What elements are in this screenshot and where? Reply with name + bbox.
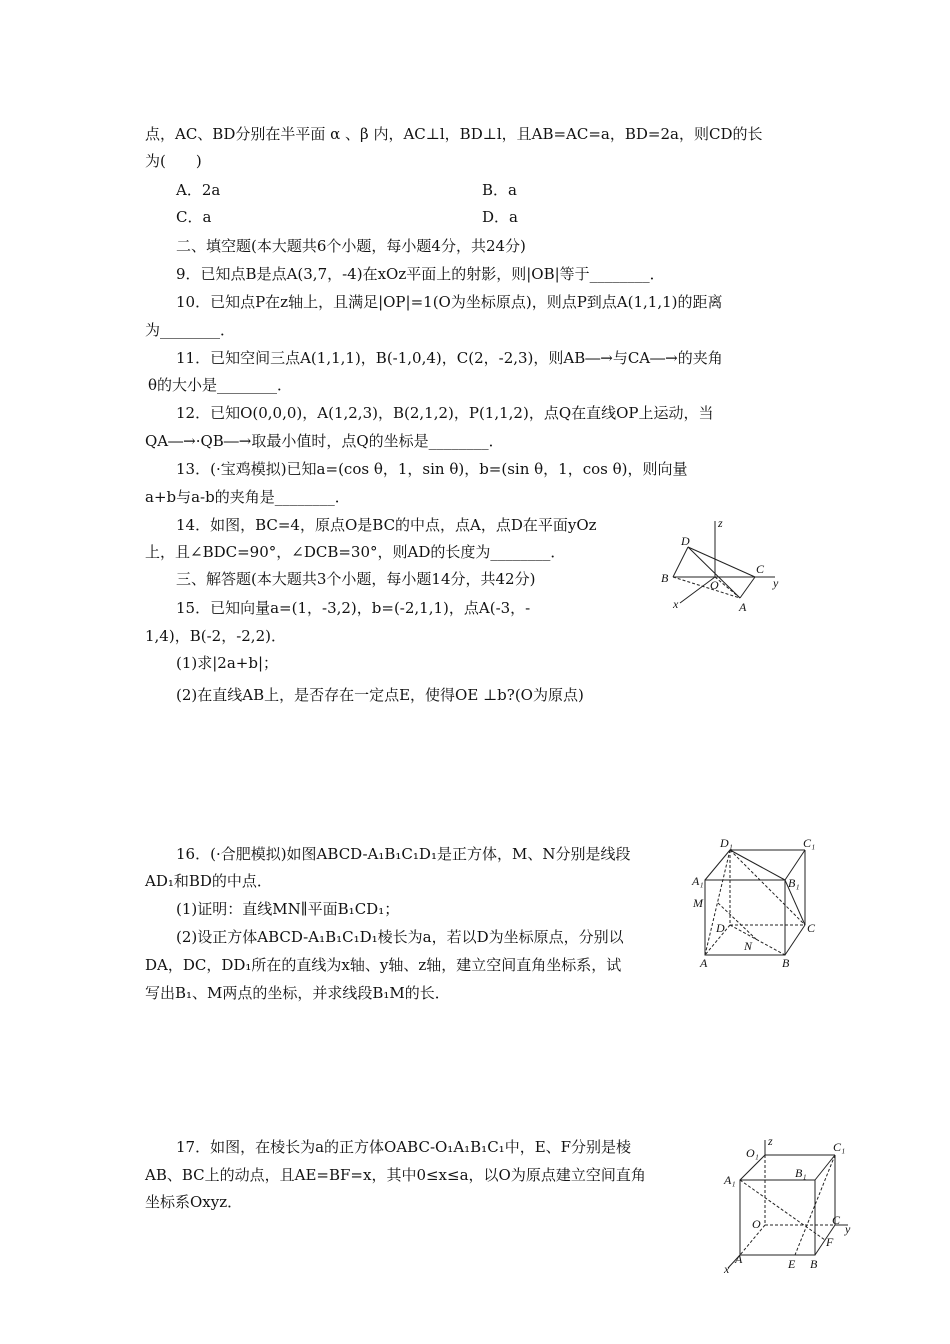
label-c: C [832, 1213, 841, 1227]
label-a: A [700, 956, 708, 970]
label-b1: B₁ [795, 1166, 807, 1180]
q8-option-b: B．a [482, 181, 517, 199]
label-m: M [693, 896, 703, 910]
q17-line3: 坐标系Oxyz． [145, 1193, 243, 1211]
q8-option-d: D．a [482, 208, 518, 226]
q16-part2-line3: 写出B₁、M两点的坐标，并求线段B₁M的长． [145, 984, 450, 1002]
q10-line2: 为________． [145, 321, 236, 339]
label-e: E [788, 1257, 796, 1271]
label-z: z [718, 516, 723, 530]
q15-line1: 15．已知向量a=(1，-3,2)，b=(-2,1,1)，点A(-3，- [176, 599, 531, 617]
label-z: z [768, 1135, 773, 1148]
q8-line1: 点，AC、BD分别在半平面 α 、β 内，AC⊥l，BD⊥l，且AB=AC=a，BD=2a，则CD的长 [145, 125, 763, 143]
label-d: D [681, 534, 690, 548]
segment-dc [688, 547, 755, 577]
q15-part2: (2)在直线AB上，是否存在一定点E，使得OE ⊥b?(O为原点) [176, 686, 584, 704]
label-f: F [826, 1235, 834, 1249]
q15-part1: (1)求|2a+b|； [176, 654, 279, 672]
label-x: x [673, 597, 679, 611]
label-d: D [716, 921, 725, 935]
q15-line2: 1,4)，B(-2，-2,2)． [145, 627, 286, 645]
label-c1: C₁ [803, 836, 816, 850]
q17-line1: 17．如图，在棱长为a的正方体OABC-O₁A₁B₁C₁中，E、F分别是棱 [176, 1138, 632, 1156]
q10-line1: 10．已知点P在z轴上，且满足|OP|=1(O为坐标原点)，则点P到点A(1,1,1)的距离 [176, 293, 723, 311]
q8-option-c: C．a [176, 208, 212, 226]
segment-a1f [740, 1180, 825, 1240]
section3-heading: 三、解答题(本大题共3个小题，每小题14分，共42分) [176, 570, 536, 588]
label-a: A [735, 1252, 743, 1266]
label-b1: B₁ [788, 876, 800, 890]
figure-q14 [655, 515, 785, 615]
label-o: O [710, 578, 719, 592]
label-b: B [782, 956, 790, 970]
q16-line1: 16．(·合肥模拟)如图ABCD-A₁B₁C₁D₁是正方体，M、N分别是线段 [176, 845, 631, 863]
segment-ca [740, 577, 755, 598]
label-a: A [739, 600, 747, 614]
q12-line1: 12．已知O(0,0,0)，A(1,2,3)，B(2,1,2)，P(1,1,2)，点Q在直线OP上运动，当 [176, 404, 714, 422]
figure-q17 [720, 1135, 860, 1275]
segment-oa [715, 577, 740, 598]
q16-part2-line1: (2)设正方体ABCD-A₁B₁C₁D₁棱长为a，若以D为坐标原点，分别以 [176, 928, 624, 946]
label-y: y [773, 576, 779, 590]
q13-line1: 13．(·宝鸡模拟)已知a=(cos θ，1，sin θ)，b=(sin θ，1，cos θ)，则向量 [176, 460, 688, 478]
diag-db [730, 925, 785, 955]
label-d1: D₁ [720, 836, 733, 850]
label-x: x [724, 1262, 730, 1275]
figure-q16 [690, 835, 825, 970]
diag-d1b1 [730, 850, 785, 880]
q11-line1: 11．已知空间三点A(1,1,1)，B(-1,0,4)，C(2，-2,3)，则AB―→与CA―→的夹角 [176, 349, 723, 367]
q16-line2: AD₁和BD的中点． [145, 872, 272, 890]
q8-line2: 为( ) [145, 152, 202, 170]
label-n: N [744, 939, 753, 953]
q9: 9．已知点B是点A(3,7，-4)在xOz平面上的射影，则|OB|等于________． [176, 265, 665, 283]
label-b: B [661, 571, 669, 585]
edge-c1b1 [815, 1155, 835, 1180]
q14-line2: 上，且∠BDC=90°，∠DCB=30°，则AD的长度为________． [145, 543, 566, 561]
label-a1: A₁ [724, 1173, 736, 1187]
q16-part1: (1)证明：直线MN∥平面B₁CD₁； [176, 900, 400, 918]
label-c: C [807, 921, 816, 935]
label-c: C [756, 562, 765, 576]
q17-line2: AB、BC上的动点，且AE=BF=x，其中0≤x≤a，以O为原点建立空间直角 [145, 1166, 646, 1184]
edge-cb [785, 925, 805, 955]
q14-line1: 14．如图，BC=4，原点O是BC的中点，点A，点D在平面yOz [176, 516, 597, 534]
label-b: B [810, 1257, 818, 1271]
label-o: O [752, 1217, 761, 1231]
q8-option-a: A．2a [176, 181, 221, 199]
q11-line2: θ的大小是________． [148, 376, 293, 394]
label-o1: O₁ [746, 1146, 759, 1160]
label-a1: A₁ [692, 874, 704, 888]
q12-line2: QA―→·QB―→取最小值时，点Q的坐标是________． [145, 432, 504, 450]
label-c1: C₁ [833, 1140, 846, 1154]
q16-part2-line2: DA，DC，DD₁所在的直线为x轴、y轴、z轴，建立空间直角坐标系，试 [145, 956, 622, 974]
label-y: y [845, 1222, 851, 1236]
q13-line2: a+b与a-b的夹角是________． [145, 488, 350, 506]
segment-db [673, 547, 688, 577]
section2-heading: 二、填空题(本大题共6个小题，每小题4分，共24分) [176, 237, 526, 255]
